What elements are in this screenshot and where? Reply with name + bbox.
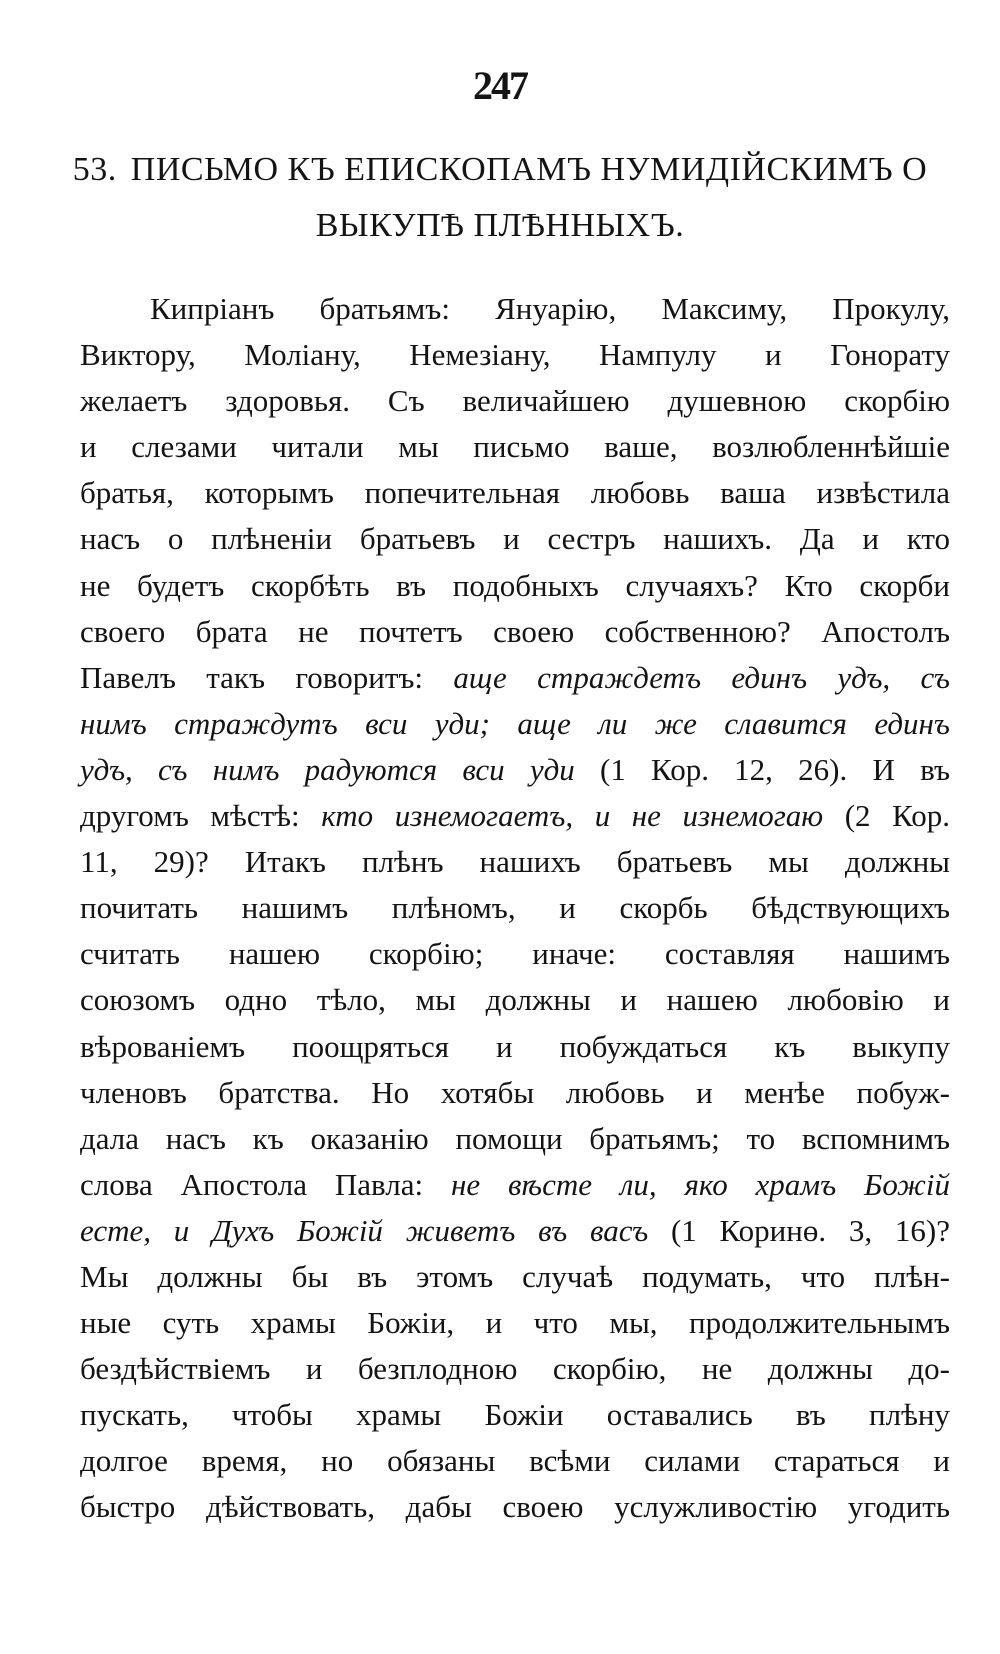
text-line (80, 1162, 950, 1208)
text-line (80, 1208, 950, 1254)
chapter-title-text-1: ПИСЬМО КЪ ЕПИСКОПАМЪ НУМИДІЙСКИМЪ О (130, 151, 928, 188)
text-line (80, 655, 950, 701)
text-line: насъ о плѣненіи братьевъ и сестръ нашихъ. Да и кто (80, 521, 950, 557)
scripture-quote: аще страждетъ единъ удъ, съ (453, 659, 950, 695)
text-line: своего брата не почтетъ своею собственною? Апостолъ (80, 613, 950, 649)
text-line: почитать нашимъ плѣномъ, и скорбь бѣдствующихъ (80, 890, 950, 926)
text-line: вѣрованіемъ поощряться и побуждаться къ выкупу (80, 1028, 950, 1064)
scripture-quote-line: нимъ страждутъ вси уди; аще ли же славится единъ (80, 705, 950, 741)
text-line: союзомъ одно тѣло, мы должны и нашею любовію и (80, 982, 950, 1018)
scripture-quote: есте, и Духъ Божій живетъ въ васъ (80, 1212, 649, 1248)
text-line (80, 793, 950, 839)
scripture-reference: (1 Кор. 12, 26). И въ (574, 751, 950, 787)
scripture-reference: (1 Коринө. 3, 16)? (648, 1212, 950, 1248)
scripture-quote: не вѣсте ли, яко храмъ Божій (450, 1166, 950, 1202)
text-line: быстро дѣйствовать, дабы своею услужливостію угодить (80, 1489, 950, 1525)
scripture-reference: (2 Кор. (823, 798, 950, 834)
chapter-title (60, 142, 940, 254)
text-line: долгое время, но обязаны всѣми силами стараться и (80, 1443, 950, 1479)
text-line (80, 747, 950, 793)
scripture-quote: кто изнемогаетъ, и не изнемогаю (321, 798, 824, 834)
text-run: Павелъ такъ говоритъ: (80, 659, 454, 695)
chapter-title-line-2: ВЫКУПѢ ПЛѢННЫХЪ. (315, 207, 685, 244)
text-line: Виктору, Моліану, Немезіану, Нампулу и Гонорату (80, 337, 950, 373)
text-line: считать нашею скорбію; иначе: составляя нашимъ (80, 936, 950, 972)
text-line: братья, которымъ попечительная любовь ваша извѣстила (80, 475, 950, 511)
text-line: бездѣйствіемъ и безплодною скорбію, не должны до- (80, 1351, 950, 1387)
text-line: ные суть храмы Божіи, и что мы, продолжительнымъ (80, 1305, 950, 1341)
text-run: слова Апостола Павла: (80, 1166, 451, 1202)
text-line: не будетъ скорбѣть въ подобныхъ случаяхъ? Кто скорби (80, 567, 950, 603)
scripture-quote: удъ, съ нимъ радуются вси уди (80, 751, 575, 787)
text-line: 11, 29)? Итакъ плѣнъ нашихъ братьевъ мы должны (80, 844, 950, 880)
chapter-title-line-1 (60, 142, 940, 198)
text-line: желаетъ здоровья. Съ величайшею душевною скорбію (80, 383, 950, 419)
text-line: пускать, чтобы храмы Божіи оставались въ плѣну (80, 1397, 950, 1433)
text-line: дала насъ къ оказанію помощи братьямъ; то вспомнимъ (80, 1120, 950, 1156)
chapter-number: 53. (72, 151, 117, 188)
text-run: другомъ мѣстѣ: (80, 798, 322, 834)
body-text (80, 286, 950, 1531)
page-number: 247 (473, 63, 527, 108)
text-line: Мы должны бы въ этомъ случаѣ подумать, что плѣн- (80, 1258, 950, 1294)
text-line: и слезами читали мы письмо ваше, возлюбленнѣйшіе (80, 429, 950, 465)
text-line: членовъ братства. Но хотябы любовь и менѣе побуж- (80, 1074, 950, 1110)
text-line: Кипріанъ братьямъ: Януарію, Максиму, Прокулу, (150, 291, 950, 326)
